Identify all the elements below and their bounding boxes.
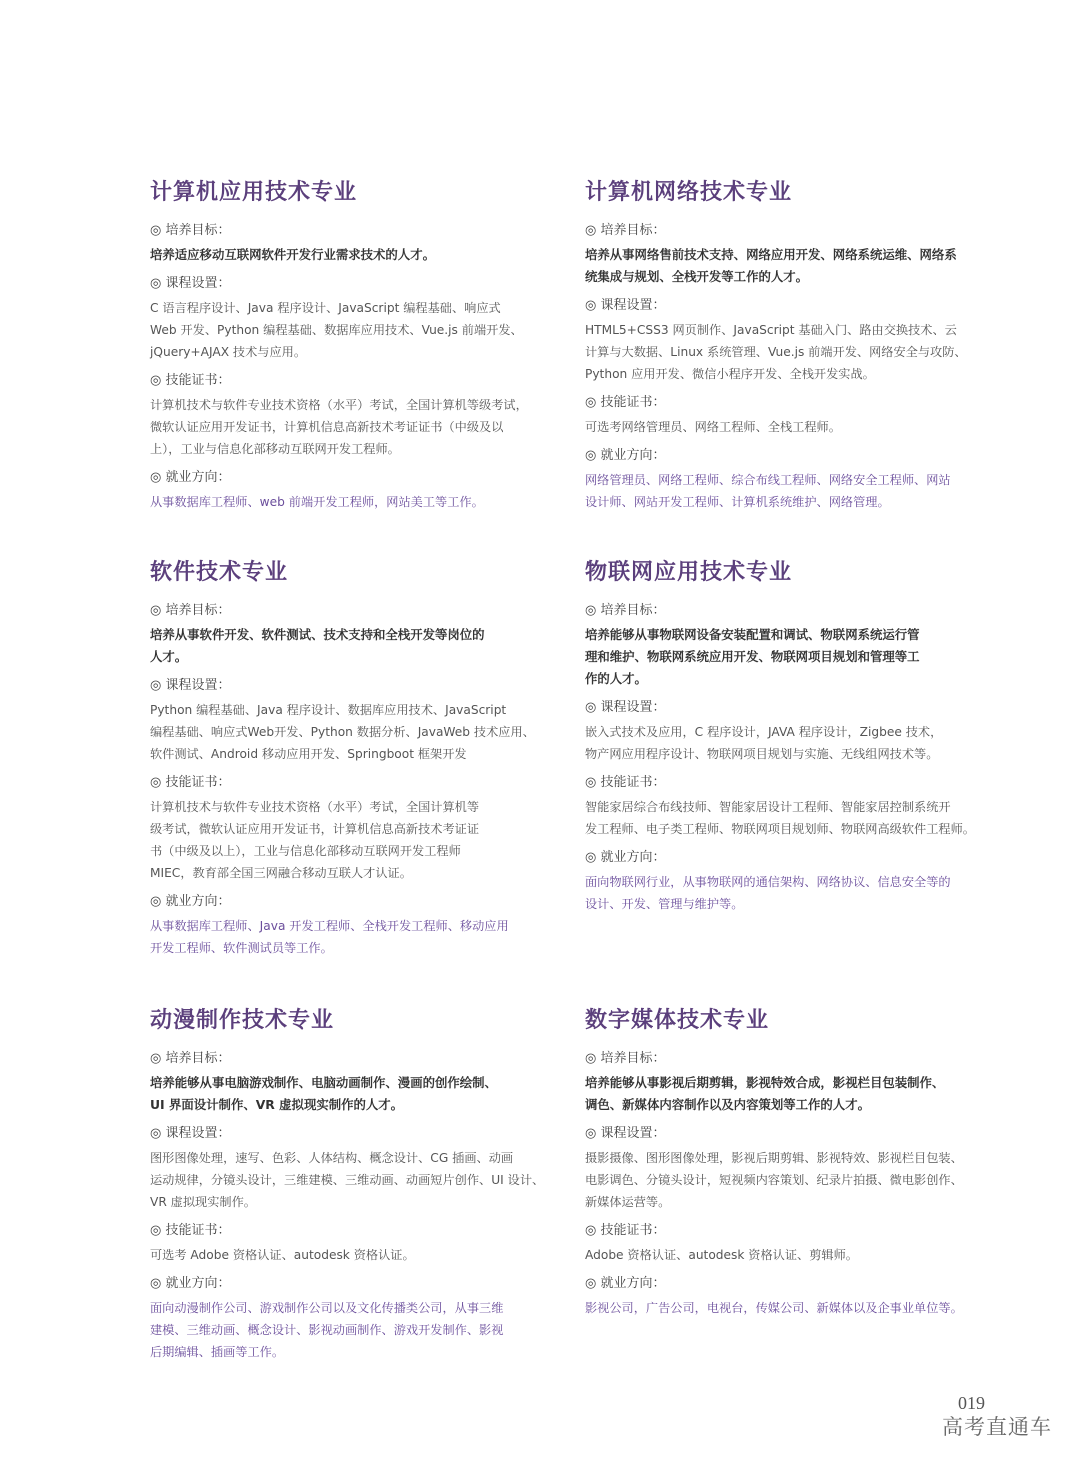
career-text — [585, 469, 985, 513]
major-section — [585, 1005, 985, 1324]
cert-text — [150, 796, 550, 884]
text-line: VR 虚拟现实制作。 — [150, 1195, 256, 1209]
cert-label: ◎ 技能证书： — [585, 1223, 666, 1238]
course-label: ◎ 课程设置： — [150, 1126, 231, 1141]
text-line: Web 开发、Python 编程基础、数据库应用技术、Vue.js 前端开发、 — [150, 323, 523, 337]
text-line: 可选考 Adobe 资格认证、autodesk 资格认证。 — [150, 1248, 415, 1262]
text-line: 调色、新媒体内容制作以及内容策划等工作的人才。 — [585, 1097, 870, 1112]
text-line: 培养从事软件开发、软件测试、技术支持和全栈开发等岗位的 — [150, 627, 485, 642]
major-title: 动漫制作技术专业 — [150, 1007, 335, 1033]
career-label: ◎ 就业方向： — [585, 850, 666, 865]
goal-label: ◎ 培养目标： — [585, 603, 666, 618]
major-title: 数字媒体技术专业 — [585, 1007, 770, 1033]
goal-label: ◎ 培养目标： — [150, 1051, 231, 1066]
major-title: 物联网应用技术专业 — [585, 559, 793, 585]
goal-text — [585, 624, 985, 690]
text-line: 从事数据库工程师、web 前端开发工程师，网站美工等工作。 — [150, 495, 484, 509]
major-section — [150, 557, 550, 964]
text-line: HTML5+CSS3 网页制作、JavaScript 基础入门、路由交换技术、云 — [585, 323, 957, 337]
text-line: jQuery+AJAX 技术与应用。 — [150, 345, 307, 359]
text-line: 电影调色、分镜头设计，短视频内容策划、纪录片拍摄、微电影创作、 — [585, 1173, 963, 1187]
text-line: 培养适应移动互联网软件开发行业需求技术的人才。 — [150, 247, 435, 262]
text-line: 图形图像处理，速写、色彩、人体结构、概念设计、CG 插画、动画 — [150, 1151, 514, 1165]
text-line: 上），工业与信息化部移动互联网开发工程师。 — [150, 442, 400, 456]
course-text — [585, 721, 985, 765]
cert-label: ◎ 技能证书： — [150, 373, 231, 388]
text-line: 新媒体运营等。 — [585, 1195, 671, 1209]
text-line: 面向物联网行业，从事物联网的通信架构、网络协议、信息安全等的 — [585, 875, 951, 889]
text-line: 编程基础、响应式Web开发、Python 数据分析、JavaWeb 技术应用、 — [150, 725, 535, 739]
goal-label: ◎ 培养目标： — [585, 1051, 666, 1066]
career-label: ◎ 就业方向： — [585, 1276, 666, 1291]
text-line: 嵌入式技术及应用，C 程序设计，JAVA 程序设计，Zigbee 技术， — [585, 725, 943, 739]
page-number: 019 — [958, 1393, 985, 1413]
text-line: 微软认证应用开发证书，计算机信息高新技术考证证书（中级及以 — [150, 420, 504, 434]
text-line: Python 编程基础、Java 程序设计、数据库应用技术、JavaScript — [150, 703, 507, 717]
cert-label: ◎ 技能证书： — [585, 775, 666, 790]
text-line: 网络管理员、网络工程师、综合布线工程师、网络安全工程师、网站 — [585, 473, 951, 487]
goal-text — [585, 1072, 985, 1116]
course-text — [150, 699, 550, 765]
text-line: MIEC，教育部全国三网融合移动互联人才认证。 — [150, 866, 412, 880]
course-label: ◎ 课程设置： — [585, 1126, 666, 1141]
cert-text — [585, 416, 985, 438]
major-title: 软件技术专业 — [150, 559, 289, 585]
text-line: 理和维护、物联网系统应用开发、物联网项目规划和管理等工 — [585, 649, 920, 664]
goal-text — [150, 1072, 550, 1116]
career-label: ◎ 就业方向： — [150, 1276, 231, 1291]
text-line: 培养能够从事物联网设备安装配置和调试、物联网系统运行管 — [585, 627, 920, 642]
text-line: 书（中级及以上），工业与信息化部移动互联网开发工程师 — [150, 844, 461, 858]
goal-label: ◎ 培养目标： — [585, 223, 666, 238]
major-section — [150, 1005, 550, 1368]
watermark: 高考直通车 — [942, 1415, 1052, 1439]
career-label: ◎ 就业方向： — [150, 470, 231, 485]
text-line: 计算与大数据、Linux 系统管理、Vue.js 前端开发、网络安全与攻防、 — [585, 345, 967, 359]
text-line: Python 应用开发、微信小程序开发、全栈开发实战。 — [585, 367, 875, 381]
text-line: 影视公司，广告公司，电视台，传媒公司、新媒体以及企事业单位等。 — [585, 1301, 963, 1315]
career-text — [150, 1297, 550, 1363]
text-line: C 语言程序设计、Java 程序设计、JavaScript 编程基础、响应式 — [150, 301, 501, 315]
cert-label: ◎ 技能证书： — [585, 395, 666, 410]
text-line: Adobe 资格认证、autodesk 资格认证、剪辑师。 — [585, 1248, 858, 1262]
course-label: ◎ 课程设置： — [585, 298, 666, 313]
career-text — [150, 915, 550, 959]
text-line: 设计、开发、管理与维护等。 — [585, 897, 744, 911]
course-text — [150, 297, 550, 363]
text-line: 培养能够从事影视后期剪辑，影视特效合成，影视栏目包装制作、 — [585, 1075, 945, 1090]
text-line: 人才。 — [150, 649, 188, 664]
text-line: 软件测试、Android 移动应用开发、Springboot 框架开发 — [150, 747, 467, 761]
text-line: UI 界面设计制作、VR 虚拟现实制作的人才。 — [150, 1097, 404, 1112]
major-title: 计算机网络技术专业 — [585, 179, 793, 205]
text-line: 计算机技术与软件专业技术资格（水平）考试，全国计算机等级考试， — [150, 398, 528, 412]
cert-text — [150, 1244, 550, 1266]
goal-text — [585, 244, 985, 288]
course-label: ◎ 课程设置： — [585, 700, 666, 715]
text-line: 可选考网络管理员、网络工程师、全栈工程师。 — [585, 420, 841, 434]
text-line: 面向动漫制作公司、游戏制作公司以及文化传播类公司，从事三维 — [150, 1301, 504, 1315]
course-label: ◎ 课程设置： — [150, 678, 231, 693]
text-line: 开发工程师、软件测试员等工作。 — [150, 941, 333, 955]
major-section — [585, 557, 985, 920]
text-line: 发工程师、电子类工程师、物联网项目规划师、物联网高级软件工程师。 — [585, 822, 975, 836]
career-text — [585, 871, 985, 915]
career-label: ◎ 就业方向： — [585, 448, 666, 463]
text-line: 后期编辑、插画等工作。 — [150, 1345, 285, 1359]
text-line: 运动规律，分镜头设计，三维建模、三维动画、动画短片创作、UI 设计、 — [150, 1173, 545, 1187]
text-line: 物产网应用程序设计、物联网项目规划与实施、无线组网技术等。 — [585, 747, 939, 761]
course-text — [585, 319, 985, 385]
cert-text — [585, 796, 985, 840]
cert-label: ◎ 技能证书： — [150, 775, 231, 790]
text-line: 级考试，微软认证应用开发证书，计算机信息高新技术考证证 — [150, 822, 480, 836]
text-line: 培养从事网络售前技术支持、网络应用开发、网络系统运维、网络系 — [585, 247, 957, 262]
goal-label: ◎ 培养目标： — [150, 603, 231, 618]
cert-text — [150, 394, 550, 460]
course-text — [585, 1147, 985, 1213]
course-text — [150, 1147, 550, 1213]
major-section — [585, 177, 985, 518]
cert-label: ◎ 技能证书： — [150, 1223, 231, 1238]
goal-text — [150, 244, 550, 266]
career-text — [585, 1297, 985, 1319]
career-text — [150, 491, 550, 513]
text-line: 建模、三维动画、概念设计、影视动画制作、游戏开发制作、影视 — [150, 1323, 504, 1337]
text-line: 摄影摄像、图形图像处理，影视后期剪辑、影视特效、影视栏目包装、 — [585, 1151, 963, 1165]
text-line: 统集成与规划、全栈开发等工作的人才。 — [585, 269, 809, 284]
text-line: 计算机技术与软件专业技术资格（水平）考试，全国计算机等 — [150, 800, 480, 814]
text-line: 培养能够从事电脑游戏制作、电脑动画制作、漫画的创作绘制、 — [150, 1075, 497, 1090]
course-label: ◎ 课程设置： — [150, 276, 231, 291]
text-line: 作的人才。 — [585, 671, 647, 686]
major-title: 计算机应用技术专业 — [150, 179, 358, 205]
cert-text — [585, 1244, 985, 1266]
text-line: 设计师、网站开发工程师、计算机系统维护、网络管理。 — [585, 495, 890, 509]
text-line: 从事数据库工程师、Java 开发工程师、全栈开发工程师、移动应用 — [150, 919, 509, 933]
career-label: ◎ 就业方向： — [150, 894, 231, 909]
major-section — [150, 177, 550, 518]
goal-text — [150, 624, 550, 668]
text-line: 智能家居综合布线技师、智能家居设计工程师、智能家居控制系统开 — [585, 800, 951, 814]
goal-label: ◎ 培养目标： — [150, 223, 231, 238]
